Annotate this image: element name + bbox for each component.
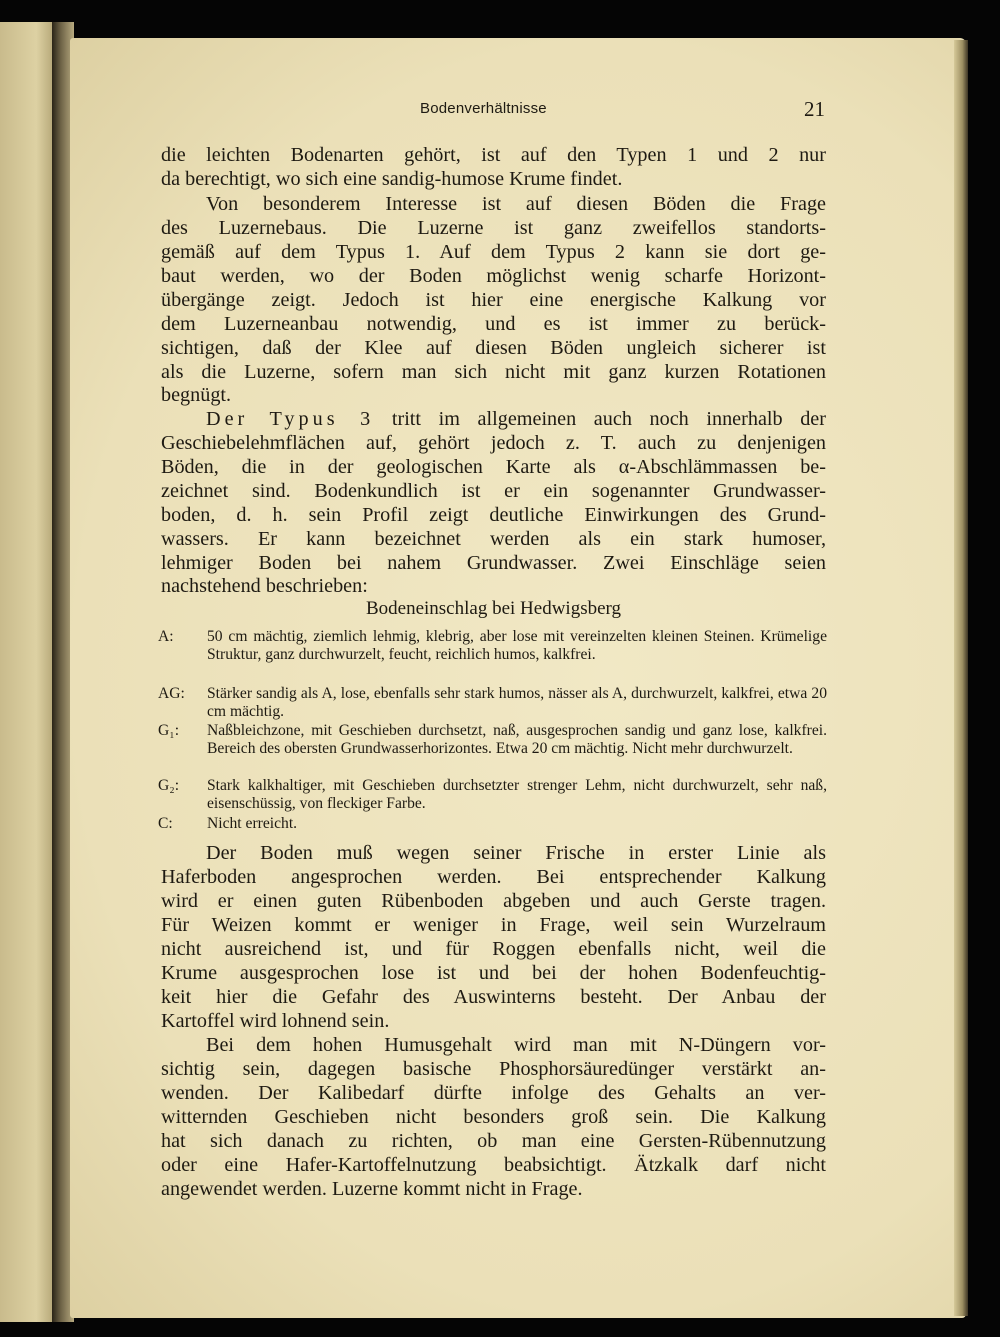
text-line: Für Weizen kommt er weniger in Frage, weil sein Wurzelraum — [161, 914, 826, 936]
horizon-description: Stark kalkhaltiger, mit Geschieben durchsetzter strenger Lehm, nicht durchwurzelt, sehr naß, eisenschüssig, von fleckiger Farbe. — [207, 777, 827, 812]
text-line: begnügt. — [161, 384, 232, 406]
text-line: Von besonderem Interesse ist auf diesen Böden die Frage — [206, 193, 826, 215]
text-line: Haferboden angesprochen werden. Bei entsprechender Kalkung — [161, 866, 826, 888]
text-line: boden, d. h. sein Profil zeigt deutliche Einwirkungen des Grund- — [161, 504, 826, 526]
horizon-description: Stärker sandig als A, lose, ebenfalls sehr stark humos, nässer als A, durchwurzelt, kalkfrei, etwa 20 cm mächtig. — [207, 685, 827, 720]
text-line: angewendet werden. Luzerne kommt nicht in Frage. — [161, 1178, 583, 1200]
horizon-label: G₂: — [158, 777, 180, 794]
horizon-description: 50 cm mächtig, ziemlich lehmig, klebrig, aber lose mit vereinzelten kleinen Steinen. Krümelige Struktur, ganz durchwurzelt, feucht, reichlich humos, kalkfrei. — [207, 628, 827, 663]
text-line: witternden Geschieben nicht besonders groß sein. Die Kalkung — [161, 1106, 826, 1128]
text-line: oder eine Hafer-Kartoffelnutzung beabsichtigt. Ätzkalk darf nicht — [161, 1154, 826, 1176]
text-line: nicht ausreichend ist, und für Roggen ebenfalls nicht, weil die — [161, 938, 826, 960]
text-line: hat sich danach zu richten, ob man eine Gersten-Rübennutzung — [161, 1130, 826, 1152]
horizon-description: Nicht erreicht. — [207, 815, 298, 832]
text-line: die leichten Bodenarten gehört, ist auf den Typen 1 und 2 nur — [161, 144, 826, 166]
horizon-label: G₁: — [158, 722, 180, 739]
text-line: zeichnet sind. Bodenkundlich ist er ein sogenannter Grundwasser- — [161, 480, 826, 502]
horizon-label: AG: — [158, 685, 185, 702]
text-line: übergänge zeigt. Jedoch ist hier eine energische Kalkung vor — [161, 289, 826, 311]
text-line: wassers. Er kann bezeichnet werden als ein stark humoser, — [161, 528, 826, 550]
left-page-edge — [0, 22, 52, 1322]
text-line: Böden, die in der geologischen Karte als α-Abschlämmassen be- — [161, 456, 826, 478]
right-page-edge — [954, 40, 968, 1316]
text-line: da berechtigt, wo sich eine sandig-humose Krume findet. — [161, 168, 623, 190]
text-line: gemäß auf dem Typus 1. Auf dem Typus 2 kann sie dort ge- — [161, 241, 826, 263]
horizon-label: A: — [158, 628, 174, 645]
text-line: sichtig sein, dagegen basische Phosphorsäuredünger verstärkt an- — [161, 1058, 826, 1080]
text-run: tritt im allgemeinen auch noch innerhalb der — [374, 408, 826, 430]
text-line: Bei dem hohen Humusgehalt wird man mit N-Düngern vor- — [206, 1034, 826, 1056]
header-title: Bodenverhältnisse — [420, 100, 547, 117]
text-line: sichtigen, daß der Klee auf diesen Böden ungleich sicherer ist — [161, 337, 826, 359]
text-line — [206, 408, 826, 431]
text-line: keit hier die Gefahr des Auswinterns besteht. Der Anbau der — [161, 986, 826, 1008]
text-line: des Luzernebaus. Die Luzerne ist ganz zweifellos standorts- — [161, 217, 826, 239]
profile-heading: Bodeneinschlag bei Hedwigsberg — [365, 598, 622, 619]
spaced-term: Der Typus 3 — [206, 408, 375, 430]
horizon-label: C: — [158, 815, 173, 832]
text-line: Geschiebelehmflächen auf, gehört jedoch z. T. auch zu denjenigen — [161, 432, 826, 454]
text-line: dem Luzerneanbau notwendig, und es ist immer zu berück- — [161, 313, 826, 335]
horizon-description: Naßbleichzone, mit Geschieben durchsetzt, naß, ausgesprochen sandig und ganz lose, kalkfrei. Bereich des obersten Grundwasserhorizontes. Etwa 20 cm mächtig. Nicht mehr durchwurzelt. — [207, 722, 827, 757]
text-line: baut werden, wo der Boden möglichst wenig scharfe Horizont- — [161, 265, 826, 287]
text-line: Der Boden muß wegen seiner Frische in erster Linie als — [206, 842, 826, 864]
running-header — [420, 97, 825, 126]
text-line: Krume ausgesprochen lose ist und bei der hohen Bodenfeuchtig- — [161, 962, 826, 984]
text-line: wenden. Der Kalibedarf dürfte infolge des Gehalts an ver- — [161, 1082, 826, 1104]
text-line: nachstehend beschrieben: — [161, 575, 368, 597]
page-number: 21 — [804, 97, 825, 121]
text-line: wird er einen guten Rübenboden abgeben und auch Gerste tragen. — [161, 890, 826, 912]
text-line: lehmiger Boden bei nahem Grundwasser. Zwei Einschläge seien — [161, 552, 826, 574]
text-line: Kartoffel wird lohnend sein. — [161, 1010, 390, 1032]
text-line: als die Luzerne, sofern man sich nicht mit ganz kurzen Rotationen — [161, 361, 826, 383]
